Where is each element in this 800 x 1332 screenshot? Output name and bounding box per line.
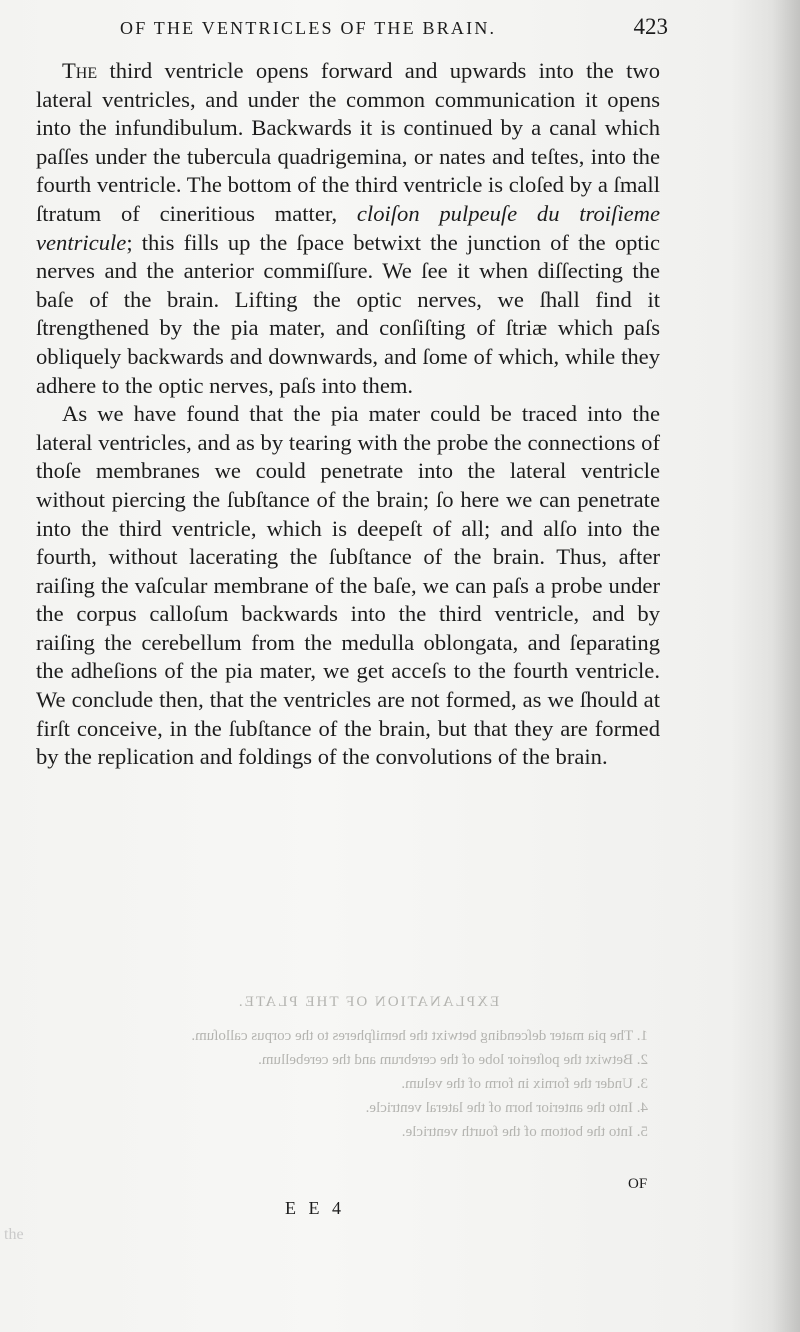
paragraph-1-italic: cloiſon pulpeuſe du troiſieme ventricule [36,200,660,255]
show-through-item: 4. Into the anterior horn of the lateral ventricle. [365,1100,648,1116]
show-through-item: 3. Under the fornix in form of the velum. [401,1076,648,1092]
show-through-item: 5. Into the bottom of the fourth ventricle. [401,1124,648,1140]
running-title: OF THE VENTRICLES OF THE BRAIN. [120,18,497,38]
show-through-item: 2. Betwixt the poſterior lobe of the cerebrum and the cerebellum. [258,1052,648,1068]
page-number: 423 [633,14,668,39]
show-through-text [28,990,708,1144]
signature-mark: E E 4 [285,1198,345,1218]
paragraph-2: As we have found that the pia mater could be traced into the lateral ventricles, and as by tearing with the probe the connections of thoſe membranes we could penetrate into the lateral ventricle without piercing the ſubſtance of the brain; ſo here we can penetrate into the third ventricle, which is deepeſt of all; and alſo into the fourth, without lacerating the ſubſtance of the brain. Thus, after raiſing the vaſcular membrane of the baſe, we can paſs a probe under the corpus calloſum backwards into the third ventricle, and by raiſing the cerebellum from the medulla oblongata, and ſeparating the adheſions of the pia mater, we get acceſs to the fourth ventricle. We conclude then, that the ventricles are not formed, as we ſhould at firſt conceive, in the ſubſtance of the brain, but that they are formed by the replication and foldings of the convolutions of the brain. [36,401,660,770]
paragraph-1 [36,57,660,400]
catchword: OF [628,1176,648,1192]
paragraph-1-text-a: third ventricle opens forward and upwards into the two lateral ventricles, and under the common communication it opens into the infundibulum. Backwards it is continued by a canal which paſſes under the tubercula quadrigemina, or nates and teſtes, into the fourth ventricle. The bottom of the third ventricle is cloſed by a ſmall ſtratum of cineritious matter, [36,58,660,226]
gutter-shadow [730,0,800,1332]
show-through-title: EXPLANATION OF THE PLATE. [236,994,500,1010]
edge-mark: the [4,1226,24,1243]
show-through-item: 1. The pia mater deſcending betwixt the hemiſpheres to the corpus calloſum. [191,1028,648,1044]
body-text [36,57,660,772]
paragraph-1-lead: The [62,58,98,83]
page-header [38,14,668,46]
paragraph-1-text-b: ; this fills up the ſpace betwixt the junction of the optic nerves and the anterior commiſſure. We ſee it when diſſecting the baſe of the brain. Lifting the optic nerves, we ſhall find it ſtrengthened by the pia mater, and conſiſting of ſtriæ which paſs obliquely backwards and downwards, and ſome of which, while they adhere to the optic nerves, paſs into them. [36,229,660,398]
